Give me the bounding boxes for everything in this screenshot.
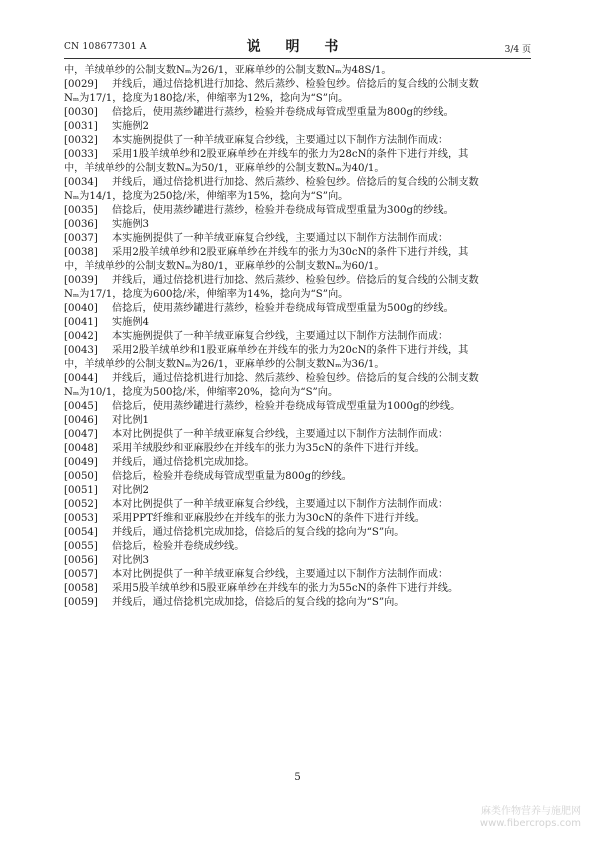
paragraph-number: [0059] — [64, 597, 98, 608]
paragraph-text: 本实施例提供了一种羊绒亚麻复合纱线，主要通过以下制作方法制作而成： — [112, 135, 449, 146]
paragraph-number: [0040] — [64, 303, 98, 314]
paragraph-number: [0053] — [64, 513, 98, 524]
paragraph-text: 对比例2 — [112, 485, 150, 496]
watermark — [480, 806, 581, 830]
paragraph-text: 采用PPT纤维和亚麻股纱在并线车的张力为30cN的条件下进行并线。 — [112, 513, 425, 524]
paragraph-text: 并线后，通过倍捻机进行加捻、然后蒸纱、检验包纱。倍捻后的复合线的公制支数 — [112, 79, 479, 90]
paragraph-line — [64, 218, 532, 232]
paragraph-text: 并线后，通过倍捻机完成加捻。 — [112, 457, 255, 468]
paragraph-number: [0035] — [64, 205, 98, 216]
paragraph-continuation-line — [64, 162, 532, 176]
paragraph-text: Nₘ为17/1，捻度为600捻/米，伸缩率为14%，捻向为“S”向。 — [64, 289, 349, 300]
paragraph-line — [64, 442, 532, 456]
paragraph-number: [0038] — [64, 247, 98, 258]
paragraph-continuation-line — [64, 190, 532, 204]
paragraph-text: 并线后，通过倍捻机进行加捻、然后蒸纱、检验包纱。倍捻后的复合线的公制支数 — [112, 275, 479, 286]
paragraph-line — [64, 540, 532, 554]
paragraph-line — [64, 134, 532, 148]
paragraph-text: 并线后，通过倍捻机完成加捻，倍捻后的复合线的捻向为“S”向。 — [112, 527, 405, 538]
paragraph-number: [0033] — [64, 149, 98, 160]
paragraph-text: Nₘ为10/1，捻度为500捻/米，伸缩率20%，捻向为“S”向。 — [64, 387, 339, 398]
paragraph-number: [0048] — [64, 443, 98, 454]
watermark-line1: 麻类作物营养与施肥网 — [481, 806, 581, 817]
paragraph-line — [64, 78, 532, 92]
paragraph-number: [0029] — [64, 79, 98, 90]
paragraph-line — [64, 568, 532, 582]
paragraph-text: 实施例3 — [112, 219, 150, 230]
paragraph-line — [64, 232, 532, 246]
paragraph-line — [64, 302, 532, 316]
paragraph-text: 并线后，通过倍捻机完成加捻，倍捻后的复合线的捻向为“S”向。 — [112, 597, 405, 608]
paragraph-text: 本对比例提供了一种羊绒亚麻复合纱线，主要通过以下制作方法制作而成： — [112, 429, 449, 440]
paragraph-line — [64, 428, 532, 442]
paragraph-continuation-line — [64, 64, 532, 78]
paragraph-line — [64, 176, 532, 190]
paragraph-number: [0043] — [64, 345, 98, 356]
paragraph-text: 并线后，通过倍捻机进行加捻、然后蒸纱、检验包纱。倍捻后的复合线的公制支数 — [112, 373, 479, 384]
document-number: CN 108677301 A — [64, 42, 147, 52]
paragraph-line — [64, 456, 532, 470]
paragraph-number: [0049] — [64, 457, 98, 468]
paragraph-line — [64, 512, 532, 526]
paragraph-line — [64, 274, 532, 288]
header-divider — [64, 58, 531, 59]
paragraph-number: [0036] — [64, 219, 98, 230]
paragraph-number: [0042] — [64, 331, 98, 342]
paragraph-text: 倍捻后，检验并卷绕成每管成型重量为800g的纱线。 — [112, 471, 352, 482]
paragraph-line — [64, 120, 532, 134]
paragraph-text: 采用2股羊绒单纱和2股亚麻单纱在并线车的张力为30cN的条件下进行并线，其 — [112, 247, 469, 258]
paragraph-text: 采用1股羊绒单纱和2股亚麻单纱在并线车的张力为28cN的条件下进行并线，其 — [112, 149, 469, 160]
paragraph-number: [0051] — [64, 485, 98, 496]
paragraph-text: 倍捻后，使用蒸纱罐进行蒸纱，检验并卷绕成每管成型重量为800g的纱线。 — [112, 107, 454, 118]
paragraph-number: [0054] — [64, 527, 98, 538]
paragraph-text: 本对比例提供了一种羊绒亚麻复合纱线，主要通过以下制作方法制作而成： — [112, 569, 449, 580]
paragraph-text: 采用羊绒股纱和亚麻股纱在并线车的张力为35cN的条件下进行并线。 — [112, 443, 425, 454]
paragraph-text: 倍捻后，检验并卷绕成纱线。 — [112, 541, 245, 552]
page-number: 5 — [294, 772, 301, 783]
paragraph-line — [64, 106, 532, 120]
paragraph-text: 中，羊绒单纱的公制支数Nₘ为26/1，亚麻单纱的公制支数Nₘ为48S/1。 — [64, 65, 392, 76]
paragraph-line — [64, 148, 532, 162]
paragraph-text: 对比例1 — [112, 415, 150, 426]
paragraph-text: Nₘ为17/1，捻度为180捻/米，伸缩率为12%，捻向为“S”向。 — [64, 93, 349, 104]
description-body — [64, 64, 532, 610]
paragraph-text: 采用2股羊绒单纱和1股亚麻单纱在并线车的张力为20cN的条件下进行并线，其 — [112, 345, 469, 356]
paragraph-line — [64, 484, 532, 498]
paragraph-text: 本对比例提供了一种羊绒亚麻复合纱线，主要通过以下制作方法制作而成： — [112, 499, 449, 510]
paragraph-text: 并线后，通过倍捻机进行加捻、然后蒸纱、检验包纱。倍捻后的复合线的公制支数 — [112, 177, 479, 188]
paragraph-line — [64, 414, 532, 428]
paragraph-line — [64, 400, 532, 414]
paragraph-number: [0046] — [64, 415, 98, 426]
paragraph-number: [0044] — [64, 373, 98, 384]
paragraph-text: 实施例4 — [112, 317, 150, 328]
paragraph-line — [64, 246, 532, 260]
page-header — [64, 36, 531, 56]
paragraph-text: Nₘ为14/1，捻度为250捻/米，伸缩率为15%，捻向为“S”向。 — [64, 191, 349, 202]
paragraph-text: 中，羊绒单纱的公制支数Nₘ为50/1，亚麻单纱的公制支数Nₘ为40/1。 — [64, 163, 385, 174]
paragraph-number: [0030] — [64, 107, 98, 118]
paragraph-number: [0031] — [64, 121, 98, 132]
paragraph-number: [0037] — [64, 233, 98, 244]
paragraph-text: 采用5股羊绒单纱和5股亚麻单纱在并线车的张力为55cN的条件下进行并线。 — [112, 583, 459, 594]
paragraph-number: [0034] — [64, 177, 98, 188]
paragraph-text: 倍捻后，使用蒸纱罐进行蒸纱，检验并卷绕成每管成型重量为300g的纱线。 — [112, 205, 454, 216]
paragraph-text: 本实施例提供了一种羊绒亚麻复合纱线，主要通过以下制作方法制作而成： — [112, 233, 449, 244]
paragraph-number: [0050] — [64, 471, 98, 482]
paragraph-text: 对比例3 — [112, 555, 150, 566]
paragraph-text: 实施例2 — [112, 121, 150, 132]
paragraph-continuation-line — [64, 92, 532, 106]
paragraph-number: [0032] — [64, 135, 98, 146]
paragraph-line — [64, 204, 532, 218]
paragraph-number: [0041] — [64, 317, 98, 328]
paragraph-line — [64, 582, 532, 596]
paragraph-line — [64, 554, 532, 568]
paragraph-continuation-line — [64, 386, 532, 400]
paragraph-number: [0039] — [64, 275, 98, 286]
watermark-line2: www.fibercrops.com — [479, 818, 581, 829]
paragraph-text: 本实施例提供了一种羊绒亚麻复合纱线，主要通过以下制作方法制作而成： — [112, 331, 449, 342]
paragraph-line — [64, 372, 532, 386]
paragraph-line — [64, 316, 532, 330]
paragraph-line — [64, 344, 532, 358]
paragraph-text: 中，羊绒单纱的公制支数Nₘ为26/1，亚麻单纱的公制支数Nₘ为36/1。 — [64, 359, 385, 370]
page-indicator: 3/4 页 — [504, 45, 531, 55]
paragraph-number: [0056] — [64, 555, 98, 566]
paragraph-text: 中，羊绒单纱的公制支数Nₘ为80/1，亚麻单纱的公制支数Nₘ为60/1。 — [64, 261, 385, 272]
paragraph-line — [64, 596, 532, 610]
paragraph-text: 倍捻后，使用蒸纱罐进行蒸纱，检验并卷绕成每管成型重量为1000g的纱线。 — [112, 401, 461, 412]
paragraph-number: [0052] — [64, 499, 98, 510]
paragraph-number: [0058] — [64, 583, 98, 594]
paragraph-continuation-line — [64, 358, 532, 372]
paragraph-line — [64, 330, 532, 344]
paragraph-number: [0047] — [64, 429, 98, 440]
paragraph-continuation-line — [64, 260, 532, 274]
paragraph-continuation-line — [64, 288, 532, 302]
document-title: 说 明 书 — [246, 39, 349, 55]
paragraph-number: [0057] — [64, 569, 98, 580]
paragraph-number: [0045] — [64, 401, 98, 412]
paragraph-text: 倍捻后，使用蒸纱罐进行蒸纱，检验并卷绕成每管成型重量为500g的纱线。 — [112, 303, 454, 314]
paragraph-line — [64, 498, 532, 512]
paragraph-number: [0055] — [64, 541, 98, 552]
paragraph-line — [64, 470, 532, 484]
paragraph-line — [64, 526, 532, 540]
